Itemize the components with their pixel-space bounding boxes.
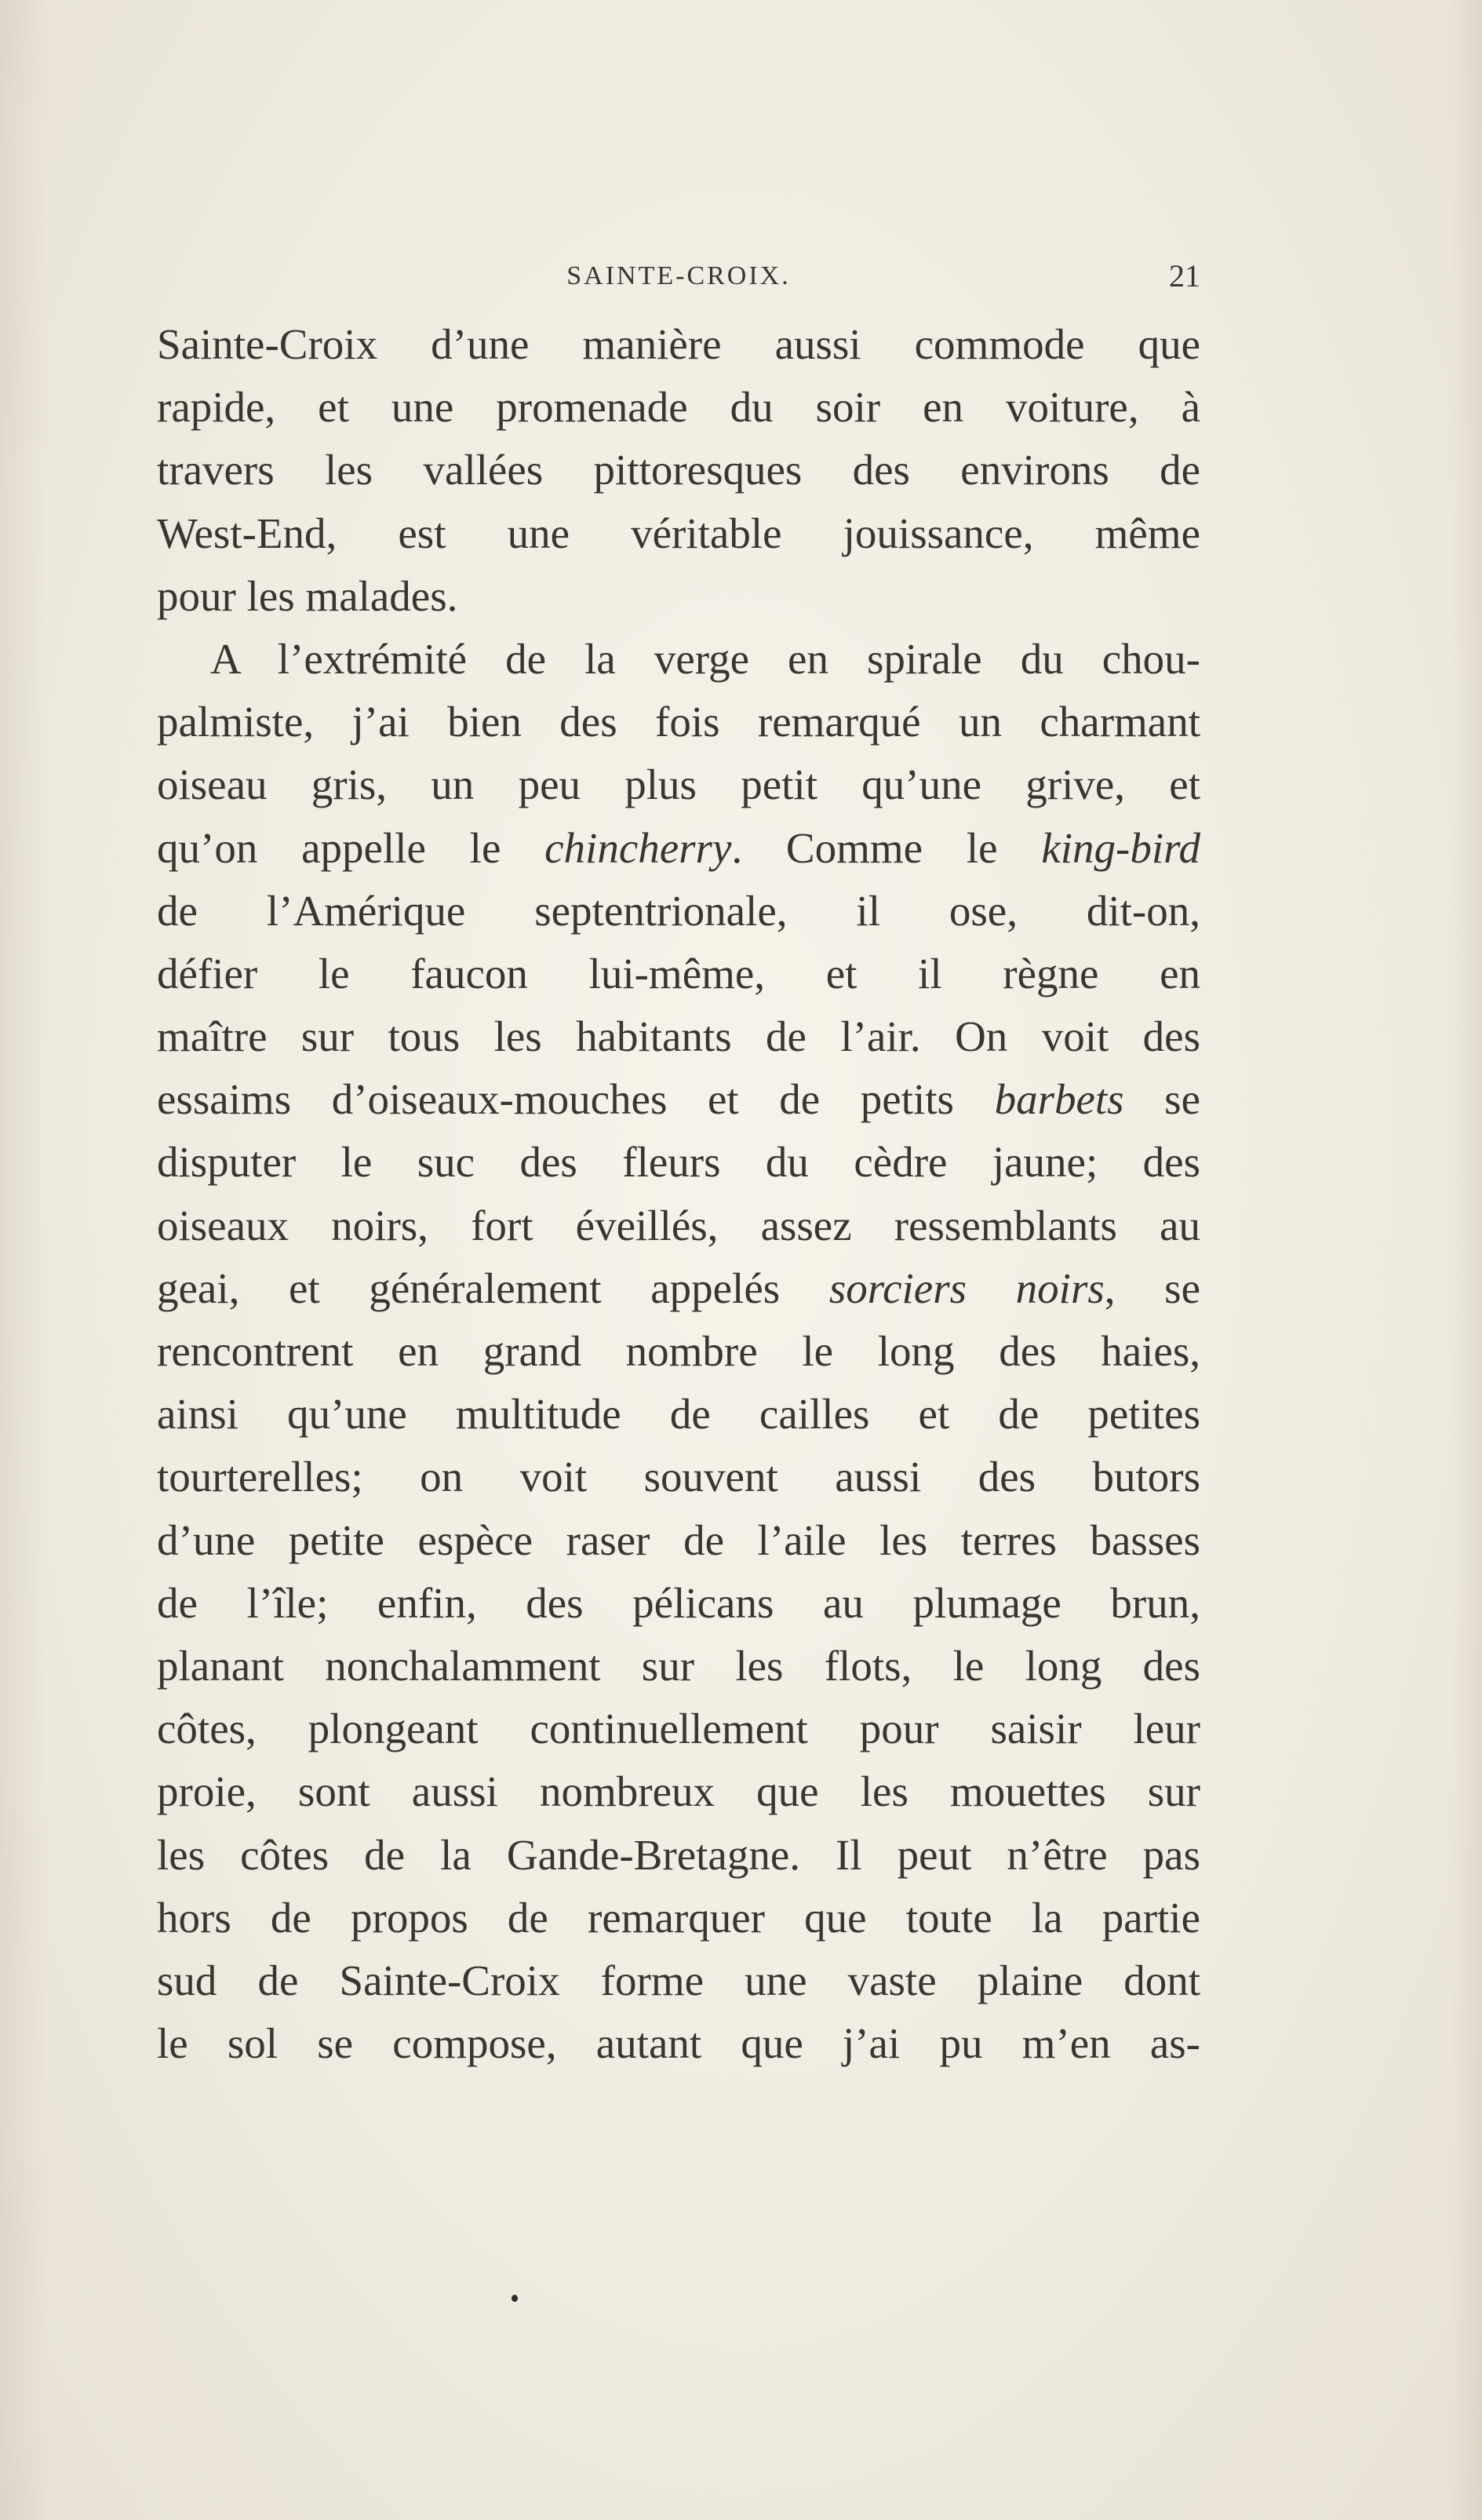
text-line bbox=[157, 1760, 1200, 1823]
text-segment: qu’on appelle le bbox=[157, 823, 545, 872]
text-line bbox=[157, 502, 1200, 565]
text-line bbox=[157, 313, 1200, 376]
text-line bbox=[157, 880, 1200, 943]
text-segment: oiseaux noirs, fort éveillés, assez ressemblants au bbox=[157, 1201, 1200, 1249]
text-line bbox=[157, 1824, 1200, 1887]
text-segment: pour les malades. bbox=[157, 571, 458, 620]
text-segment: rencontrent en grand nombre le long des haies, bbox=[157, 1327, 1200, 1375]
text-segment: planant nonchalamment sur les flots, le long des bbox=[157, 1641, 1200, 1690]
page-number: 21 bbox=[1169, 258, 1200, 294]
text-segment: défier le faucon lui-même, et il règne en bbox=[157, 949, 1200, 997]
text-segment: . Comme le bbox=[731, 823, 1042, 872]
text-line bbox=[157, 1635, 1200, 1698]
text-segment: rapide, et une promenade du soir en voiture, à bbox=[157, 383, 1200, 432]
text-segment: le sol se compose, autant que j’ai pu m’en as- bbox=[157, 2019, 1200, 2068]
text-line bbox=[157, 943, 1200, 1005]
text-line bbox=[157, 1446, 1200, 1508]
text-segment: d’une petite espèce raser de l’aile les terres basses bbox=[157, 1515, 1200, 1564]
text-segment: côtes, plongeant continuellement pour saisir leur bbox=[157, 1705, 1200, 1753]
text-line bbox=[157, 1320, 1200, 1383]
text-segment: de l’île; enfin, des pélicans au plumage brun, bbox=[157, 1578, 1200, 1627]
text-line bbox=[157, 565, 1200, 628]
text-segment: ainsi qu’une multitude de cailles et de petites bbox=[157, 1390, 1200, 1439]
text-line bbox=[157, 1383, 1200, 1446]
body-text bbox=[157, 313, 1200, 2075]
text-line bbox=[157, 1257, 1200, 1320]
italic-term: king-bird bbox=[1041, 823, 1200, 872]
text-line bbox=[157, 1194, 1200, 1257]
running-head bbox=[157, 253, 1200, 300]
text-line bbox=[157, 1509, 1200, 1572]
text-line bbox=[157, 1698, 1200, 1760]
text-line bbox=[157, 376, 1200, 439]
text-segment: hors de propos de remarquer que toute la partie bbox=[157, 1893, 1200, 1942]
text-segment: se bbox=[1123, 1075, 1200, 1124]
text-segment: sud de Sainte-Croix forme une vaste plaine dont bbox=[157, 1956, 1200, 2004]
text-segment: palmiste, j’ai bien des fois remarqué un charmant bbox=[157, 698, 1200, 746]
ink-speck bbox=[512, 2295, 518, 2302]
text-segment: tourterelles; on voit souvent aussi des butors bbox=[157, 1453, 1200, 1501]
text-line bbox=[157, 1572, 1200, 1635]
text-line bbox=[157, 691, 1200, 753]
text-segment: oiseau gris, un peu plus petit qu’une grive, et bbox=[157, 760, 1200, 809]
text-line bbox=[157, 1005, 1200, 1068]
text-segment: de l’Amérique septentrionale, il ose, dit-on, bbox=[157, 886, 1200, 935]
text-segment: essaims d’oiseaux-mouches et de petits bbox=[157, 1075, 995, 1124]
italic-term: sorciers noirs bbox=[828, 1264, 1105, 1312]
text-line bbox=[157, 1949, 1200, 2012]
text-line bbox=[157, 1068, 1200, 1131]
text-segment: A l’extrémité de la verge en spirale du chou- bbox=[210, 634, 1200, 683]
text-segment: travers les vallées pittoresques des environs de bbox=[157, 446, 1200, 494]
text-segment: maître sur tous les habitants de l’air. On voit des bbox=[157, 1012, 1200, 1061]
text-segment: , se bbox=[1104, 1264, 1200, 1312]
italic-term: barbets bbox=[994, 1075, 1124, 1124]
text-line bbox=[157, 817, 1200, 880]
text-line bbox=[157, 439, 1200, 501]
text-line bbox=[157, 1131, 1200, 1194]
text-segment: geai, et généralement appelés bbox=[157, 1264, 829, 1312]
text-segment: les côtes de la Gande-Bretagne. Il peut n’être pas bbox=[157, 1830, 1200, 1879]
text-segment: West-End, est une véritable jouissance, même bbox=[157, 509, 1200, 557]
italic-term: chincherry bbox=[544, 823, 732, 872]
text-segment: proie, sont aussi nombreux que les mouettes sur bbox=[157, 1767, 1200, 1816]
text-segment: disputer le suc des fleurs du cèdre jaune; des bbox=[157, 1138, 1200, 1187]
running-title: SAINTE-CROIX. bbox=[566, 261, 791, 290]
text-line bbox=[157, 628, 1200, 691]
text-segment: Sainte-Croix d’une manière aussi commode que bbox=[157, 320, 1200, 368]
text-line bbox=[157, 1887, 1200, 1949]
text-line bbox=[157, 2012, 1200, 2075]
text-line bbox=[157, 753, 1200, 816]
